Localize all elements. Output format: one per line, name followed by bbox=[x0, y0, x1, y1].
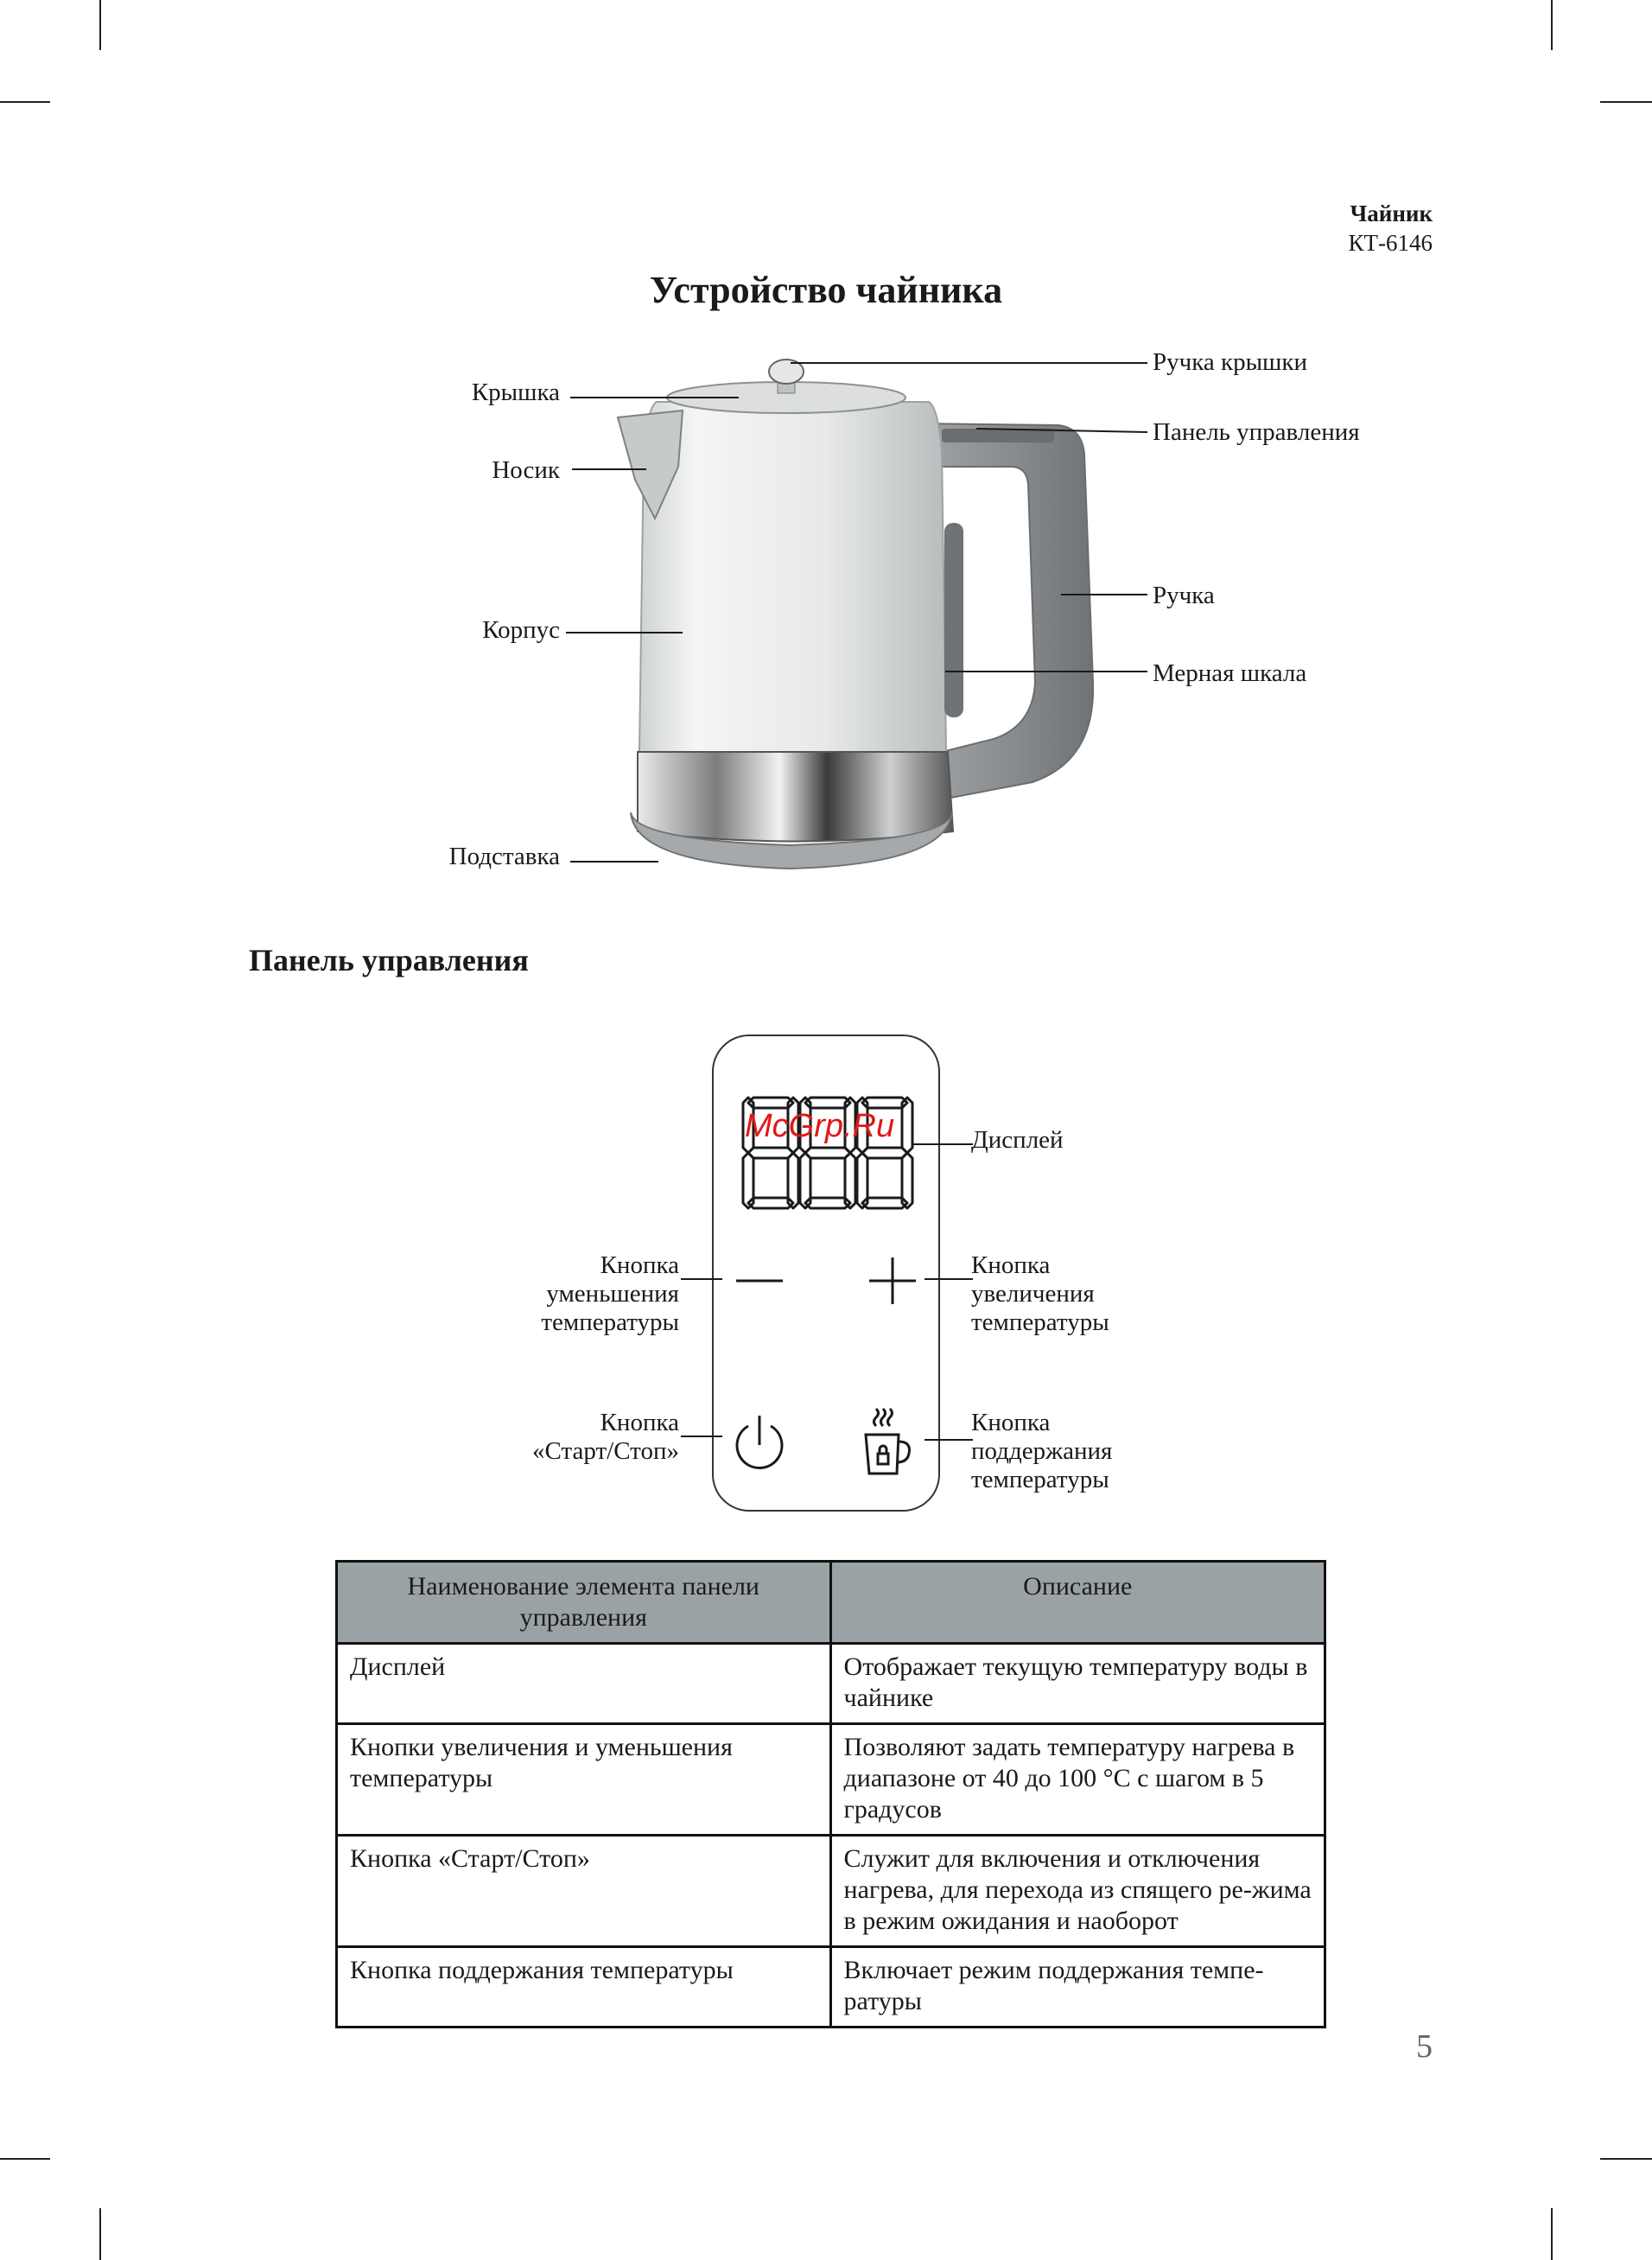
label-spout: Носик bbox=[492, 456, 560, 484]
label-body: Корпус bbox=[482, 616, 560, 644]
power-icon bbox=[737, 1416, 782, 1468]
table-header-name: Наименование элемента панели управления bbox=[337, 1562, 831, 1644]
crop-mark bbox=[1600, 101, 1652, 103]
label-handle: Ручка bbox=[1153, 582, 1215, 609]
kettle-illustration bbox=[0, 328, 1652, 933]
label-lid: Крышка bbox=[471, 379, 560, 406]
header-product: Чайник bbox=[1350, 201, 1433, 226]
table-header-row bbox=[337, 1562, 1325, 1644]
measuring-scale bbox=[944, 523, 963, 717]
chrome-band bbox=[638, 752, 953, 842]
label-lid-knob: Ручка крышки bbox=[1153, 348, 1307, 376]
table-row bbox=[337, 1947, 1325, 2028]
table-cell: Включает режим поддержания темпе-ратуры bbox=[830, 1947, 1325, 2028]
watermark: McGrp.Ru bbox=[745, 1108, 895, 1144]
control-panel-table bbox=[335, 1560, 1326, 2028]
label-measuring-scale: Мерная шкала bbox=[1153, 659, 1307, 687]
control-panel-diagram bbox=[674, 1028, 1020, 1521]
table-header-description: Описание bbox=[830, 1562, 1325, 1644]
label-keep-warm-button: Кнопка поддержания температуры bbox=[971, 1409, 1113, 1493]
keep-warm-icon bbox=[866, 1409, 910, 1474]
table-cell: Кнопки увеличения и уменьшения температуры bbox=[337, 1724, 831, 1836]
table-cell: Отображает текущую температуру воды в чайнике bbox=[830, 1644, 1325, 1724]
label-base: Подставка bbox=[448, 843, 560, 870]
table-row bbox=[337, 1836, 1325, 1947]
label-start-stop-button: Кнопка «Старт/Стоп» bbox=[532, 1409, 679, 1465]
kettle-body bbox=[639, 402, 946, 752]
table-row bbox=[337, 1724, 1325, 1836]
label-decrease-button: Кнопка уменьшения температуры bbox=[541, 1251, 679, 1336]
crop-mark bbox=[1551, 0, 1553, 50]
crop-mark bbox=[0, 101, 50, 103]
crop-mark bbox=[99, 2208, 101, 2260]
table-cell: Кнопка поддержания температуры bbox=[337, 1947, 831, 2028]
crop-mark bbox=[99, 0, 101, 50]
header-model: КТ-6146 bbox=[1348, 230, 1433, 256]
crop-mark bbox=[1551, 2208, 1553, 2260]
label-increase-button: Кнопка увеличения температуры bbox=[971, 1251, 1109, 1336]
plus-icon bbox=[869, 1257, 916, 1304]
page-number: 5 bbox=[1416, 2028, 1433, 2065]
table-cell: Дисплей bbox=[337, 1644, 831, 1724]
crop-mark bbox=[0, 2158, 50, 2160]
table-row bbox=[337, 1644, 1325, 1724]
label-display: Дисплей bbox=[971, 1126, 1064, 1154]
label-control-panel: Панель управления bbox=[1153, 418, 1360, 446]
table-cell: Кнопка «Старт/Стоп» bbox=[337, 1836, 831, 1947]
table-cell: Позволяют задать температуру нагрева в диапазоне от 40 до 100 °С с шагом в 5 градусов bbox=[830, 1724, 1325, 1836]
section-title: Панель управления bbox=[249, 943, 529, 977]
table-cell: Служит для включения и отключения нагрева, для перехода из спящего ре-жима в режим ожидания и наоборот bbox=[830, 1836, 1325, 1947]
crop-mark bbox=[1600, 2158, 1652, 2160]
page-title: Устройство чайника bbox=[649, 269, 1003, 311]
